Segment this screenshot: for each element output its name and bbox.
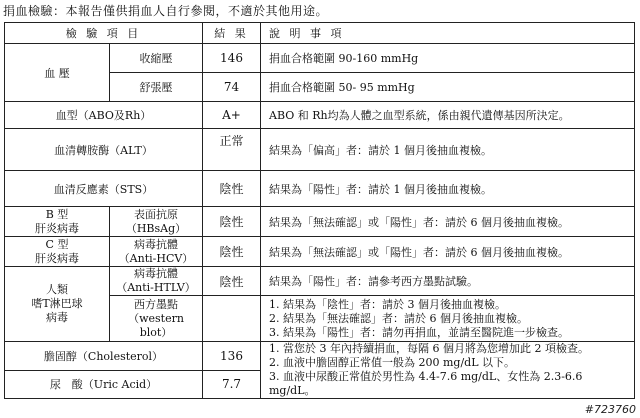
blood-type-label: 血型（ABO及Rh）	[5, 102, 203, 129]
blood-type-desc: ABO 和 Rh均為人體之血型系統，係由親代遺傳基因所決定。	[261, 102, 635, 129]
results-table	[4, 22, 635, 399]
systolic-label: 收縮壓	[110, 44, 203, 73]
header-result: 結 果	[203, 23, 261, 44]
hcv-test	[110, 237, 203, 267]
table-row	[5, 129, 635, 171]
htlv-group	[5, 267, 110, 342]
hcv-group-line2: 肝炎病毒	[35, 251, 79, 265]
diastolic-desc: 捐血合格範圍 50- 95 mmHg	[261, 73, 635, 102]
hbv-group-line1: B 型	[45, 207, 69, 221]
htlv-group-line1: 人類	[46, 283, 68, 296]
htlv-antibody-desc: 結果為「陽性」者：請參考西方墨點試驗。	[261, 267, 635, 296]
header-row	[5, 23, 635, 44]
western-blot-desc-line1: 1. 結果為「陰性」者：請於 3 個月後抽血複檢。	[269, 297, 506, 311]
western-blot-line2: （western blot）	[128, 311, 184, 339]
table-row	[5, 207, 635, 237]
cholesterol-value: 136	[203, 342, 261, 371]
chol-uric-desc-line3: 3. 血液中尿酸正常值於男性為 4.4-7.6 mg/dL、女性為 2.3-6.6 mg/dL。	[269, 370, 583, 397]
cholesterol-label: 膽固醇（Cholesterol）	[5, 342, 203, 371]
sts-desc: 結果為「陽性」者：請於 1 個月後抽血複檢。	[261, 171, 635, 207]
htlv-antibody-line1: 病毒抗體	[134, 267, 178, 280]
hbv-test-line2: （HBsAg）	[125, 221, 187, 235]
western-blot-desc	[261, 296, 635, 342]
western-blot-desc-line2: 2. 結果為「無法確認」者：請於 6 個月後抽血複檢。	[269, 311, 528, 325]
chol-uric-desc	[261, 342, 635, 399]
hcv-desc: 結果為「無法確認」或「陽性」者：請於 6 個月後抽血複檢。	[261, 237, 635, 267]
hcv-group	[5, 237, 110, 267]
systolic-value: 146	[203, 44, 261, 73]
uric-acid-label: 尿 酸（Uric Acid）	[5, 370, 203, 399]
blood-type-value: A+	[203, 102, 261, 129]
sts-value: 陰性	[203, 171, 261, 207]
alt-label: 血清轉胺酶（ALT）	[5, 129, 203, 171]
alt-value: 正常	[203, 129, 261, 171]
htlv-group-line3: 病毒	[46, 311, 68, 324]
uric-acid-value: 7.7	[203, 370, 261, 399]
report-title: 捐血檢驗：本報告僅供捐血人自行參閱，不適於其他用途。	[3, 4, 329, 18]
hbv-test	[110, 207, 203, 237]
htlv-group-line2: 嗜T淋巴球	[31, 297, 83, 310]
header-item: 檢 驗 項 目	[5, 23, 203, 44]
hcv-test-line2: （Anti-HCV）	[118, 251, 194, 265]
header-desc: 說 明 事 項	[261, 23, 635, 44]
hbv-desc: 結果為「無法確認」或「陽性」者：請於 6 個月後抽血複檢。	[261, 207, 635, 237]
hbv-group	[5, 207, 110, 237]
hbv-value: 陰性	[203, 207, 261, 237]
western-blot-value	[203, 296, 261, 342]
hbv-test-line1: 表面抗原	[134, 207, 178, 221]
table-row	[5, 237, 635, 267]
htlv-antibody-value: 陰性	[203, 267, 261, 296]
table-row	[5, 44, 635, 73]
chol-uric-desc-line2: 2. 血液中膽固醇正常值一般為 200 mg/dL 以下。	[269, 356, 516, 369]
diastolic-value: 74	[203, 73, 261, 102]
alt-desc: 結果為「偏高」者：請於 1 個月後抽血複檢。	[261, 129, 635, 171]
hcv-group-line1: C 型	[45, 237, 69, 251]
hcv-value: 陰性	[203, 237, 261, 267]
watermark: #723760	[584, 403, 636, 416]
chol-uric-desc-line1: 1. 當您於 3 年內持續捐血，每隔 6 個月將為您增加此 2 項檢查。	[269, 342, 589, 355]
sts-label: 血清反應素（STS）	[5, 171, 203, 207]
table-row	[5, 171, 635, 207]
western-blot-desc-line3: 3. 結果為「陽性」者：請勿再捐血，並請至醫院進一步檢查。	[269, 325, 569, 339]
hcv-test-line1: 病毒抗體	[134, 237, 178, 251]
bp-label: 血 壓	[5, 44, 110, 102]
hbv-group-line2: 肝炎病毒	[35, 221, 79, 235]
western-blot-test	[110, 296, 203, 342]
systolic-desc: 捐血合格範圍 90-160 mmHg	[261, 44, 635, 73]
table-row	[5, 267, 635, 296]
western-blot-line1: 西方墨點	[134, 297, 178, 311]
diastolic-label: 舒張壓	[110, 73, 203, 102]
htlv-antibody-line2: （Anti-HTLV）	[116, 281, 196, 294]
table-row	[5, 102, 635, 129]
htlv-antibody-test	[110, 267, 203, 296]
table-row	[5, 342, 635, 371]
